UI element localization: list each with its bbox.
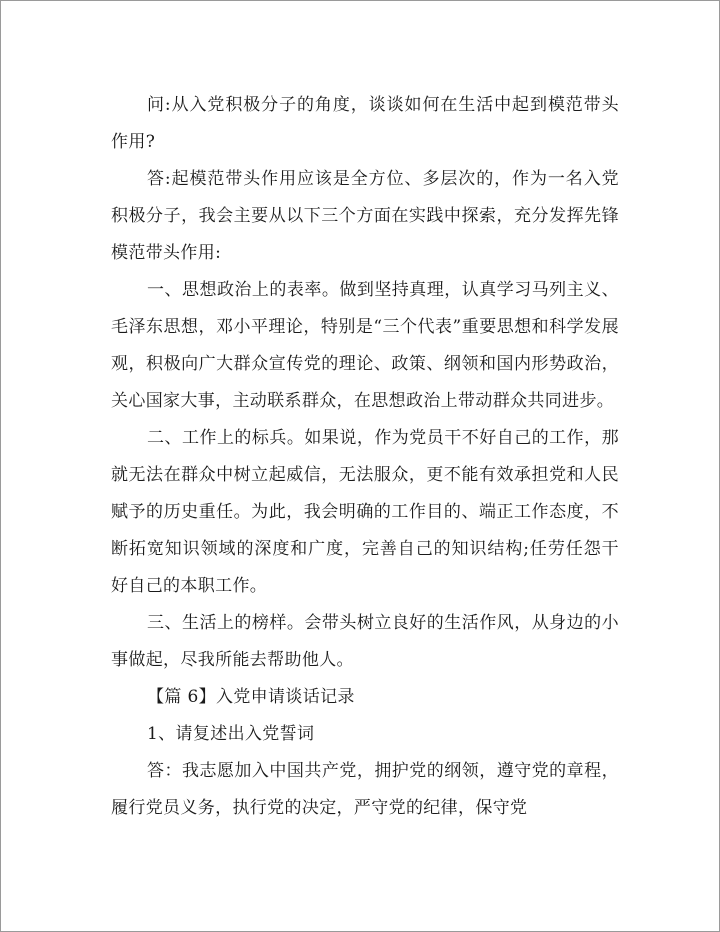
document-body	[111, 87, 619, 827]
point-three-paragraph: 三、生活上的榜样。会带头树立良好的生活作风，从身边的小事做起，尽我所能去帮助他人。	[111, 613, 619, 670]
question-paragraph: 问:从入党积极分子的角度，谈谈如何在生活中起到模范带头作用?	[111, 95, 619, 152]
answer-intro-paragraph: 答:起模范带头作用应该是全方位、多层次的，作为一名入党积极分子，我会主要从以下三个方面在实践中探索，充分发挥先锋模范带头作用:	[111, 169, 619, 263]
section-heading: 【篇 6】入党申请谈话记录	[147, 687, 355, 707]
answer-one-paragraph: 答：我志愿加入中国共产党，拥护党的纲领，遵守党的章程，履行党员义务，执行党的决定，严守党的纪律，保守党	[111, 761, 619, 818]
point-two-paragraph: 二、工作上的标兵。如果说，作为党员干不好自己的工作，那就无法在群众中树立起威信，无法服众，更不能有效承担党和人民赋予的历史重任。为此，我会明确的工作目的、端正工作态度，不断拓宽知识领域的深度和广度，完善自己的知识结构;任劳任怨干好自己的本职工作。	[111, 428, 619, 596]
point-one-paragraph: 一、思想政治上的表率。做到坚持真理，认真学习马列主义、毛泽东思想，邓小平理论，特别是“三个代表”重要思想和科学发展观，积极向广大群众宣传党的理论、政策、纲领和国内形势政治，关心国家大事，主动联系群众，在思想政治上带动群众共同进步。	[111, 280, 619, 411]
question-one: 1、请复述出入党誓词	[147, 724, 315, 744]
